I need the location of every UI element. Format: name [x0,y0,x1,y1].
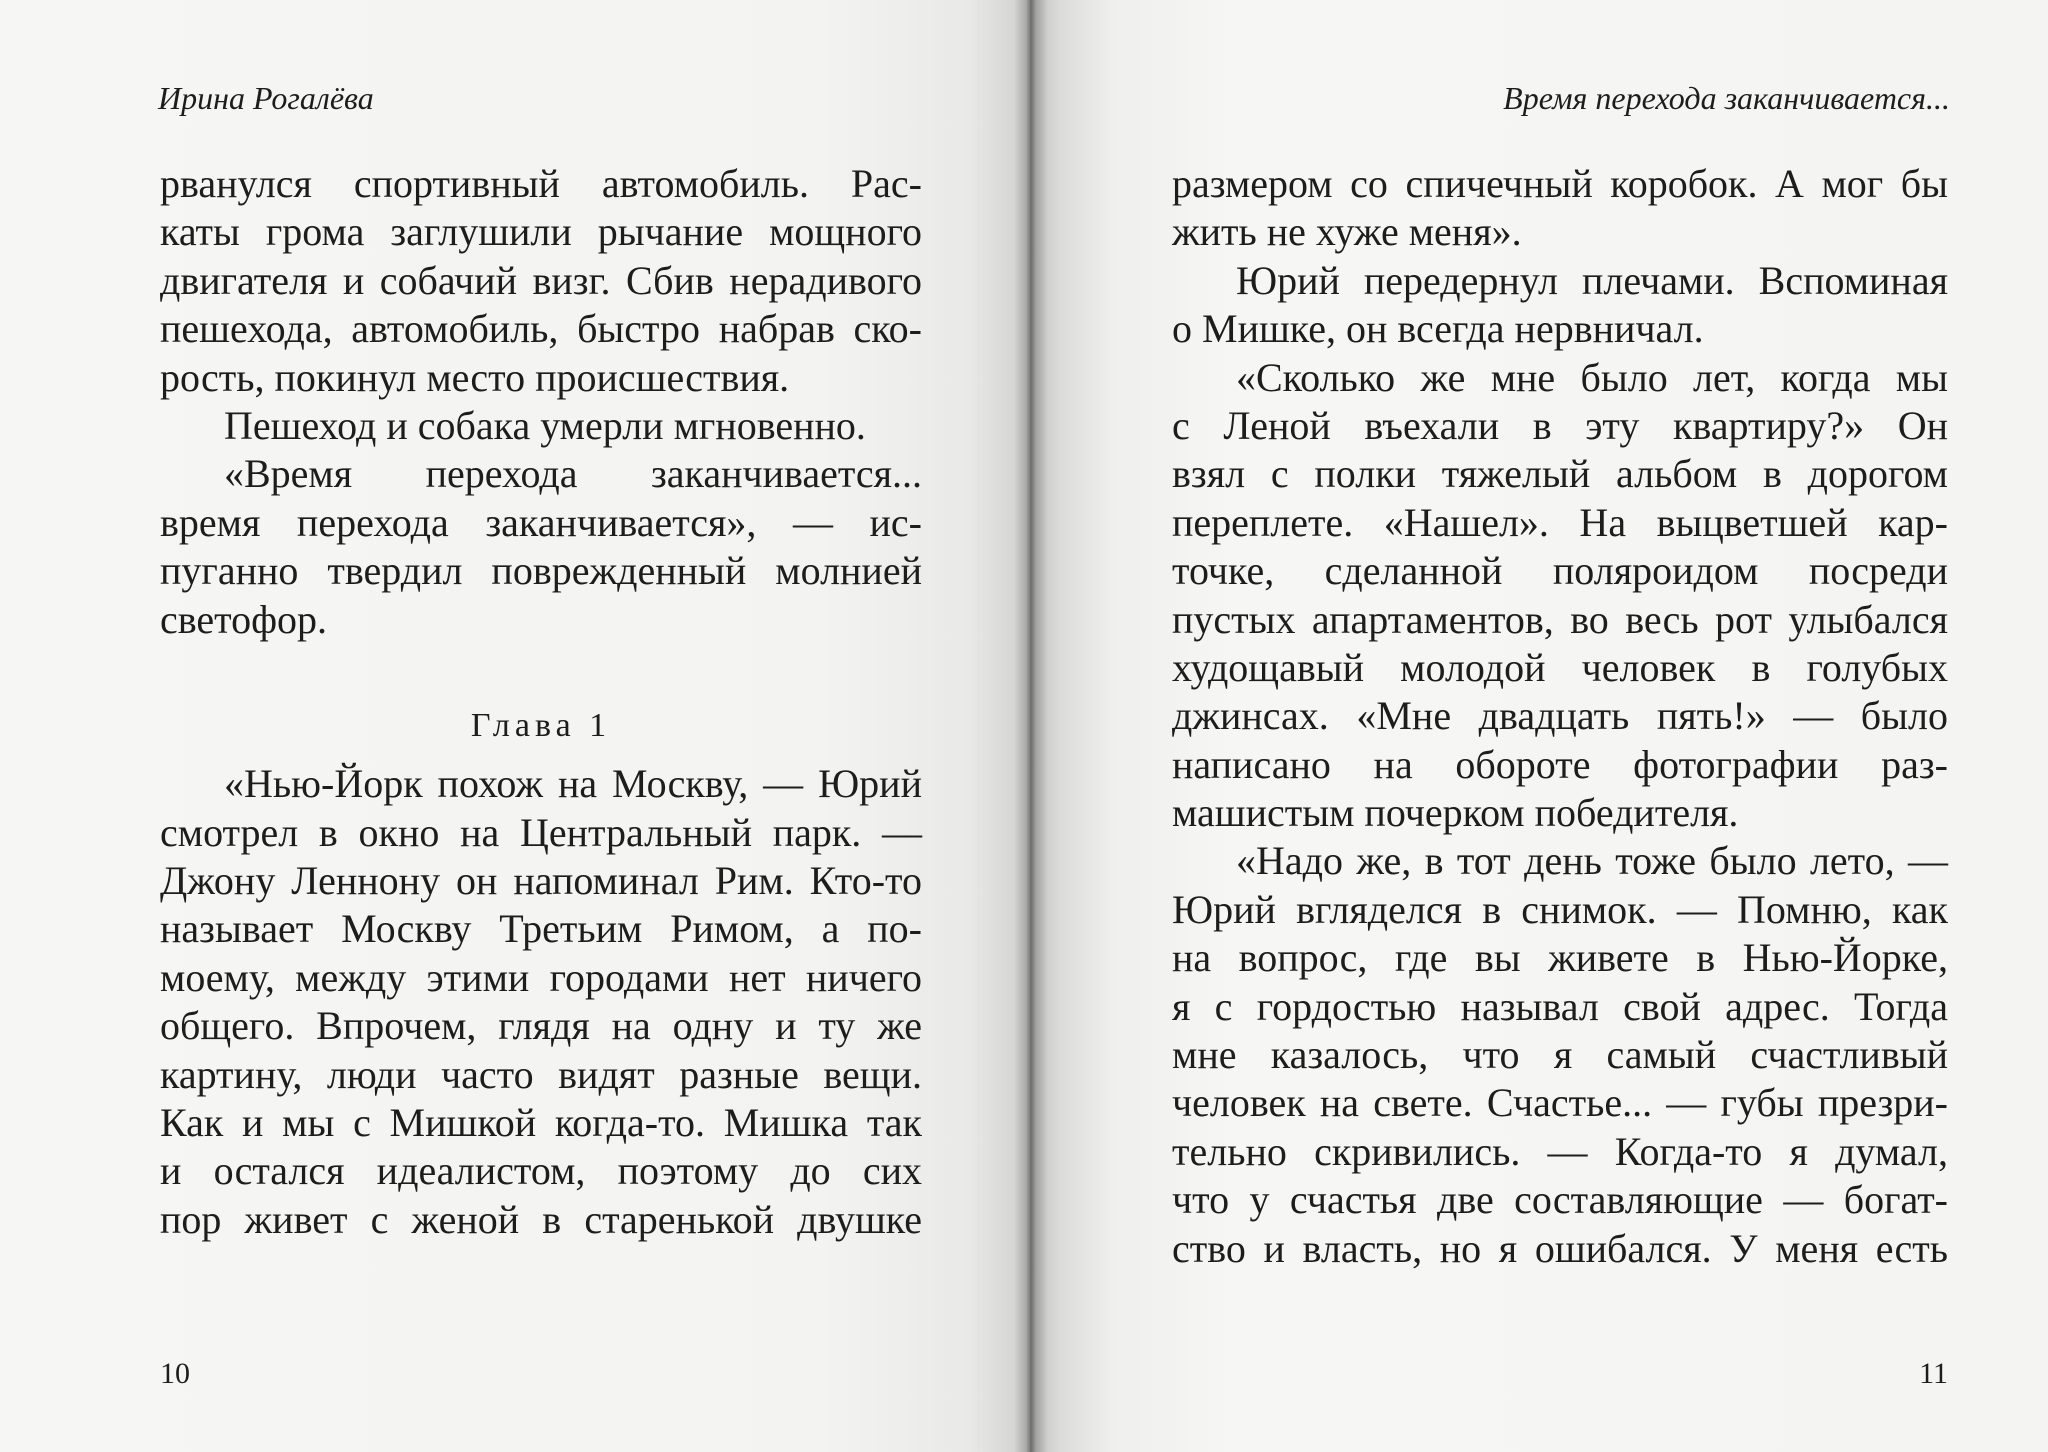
text-line: «Нью-Йорк похож на Москву, — Юрий [224,761,922,807]
text-line: картину, люди часто видят разные вещи. [160,1051,922,1097]
text-line: Юрий передернул плечами. Вспоминая [1236,257,1948,303]
text-line: смотрел в окно на Центральный парк. — [160,809,922,855]
text-line: тельно скривились. — Когда-то я думал, [1172,1128,1948,1174]
text-line: светофор. [160,596,328,642]
text-line: взял с полки тяжелый альбом в дорогом [1172,451,1948,497]
text-line: о Мишке, он всегда нервничал. [1172,306,1704,352]
text-line: жить не хуже меня». [1172,209,1522,255]
text-line: «Время перехода заканчивается... [224,451,922,497]
text-line: каты грома заглушили рычание мощного [160,209,922,255]
text-line: человек на свете. Счастье... — губы презри- [1172,1080,1948,1126]
text-line: машистым почерком победителя. [1172,790,1739,836]
text-line: размером со спичечный коробок. А мог бы [1172,161,1948,206]
text-line: рость, покинул место происшествия. [160,354,790,400]
text-line: Юрий вгляделся в снимок. — Помню, как [1172,886,1948,932]
book-gutter [1014,0,1048,1452]
left-page-number: 10 [160,1357,190,1390]
text-line: Пешеход и собака умерли мгновенно. [224,402,866,448]
text-line: называет Москву Третьим Римом, а по- [160,906,922,952]
text-line: написано на обороте фотографии раз- [1172,741,1948,787]
text-line: Как и мы с Мишкой когда-то. Мишка так [160,1100,922,1146]
chapter-heading: Глава 1 [470,706,612,744]
text-line: на вопрос, где вы живете в Нью-Йорке, [1172,935,1948,981]
text-line: общего. Впрочем, глядя на одну и ту же [160,1003,922,1049]
left-running-head: Ирина Рогалёва [158,80,374,116]
text-line: пустых апартаментов, во весь рот улыбался [1172,596,1948,642]
text-line: и остался идеалистом, поэтому до сих [160,1148,922,1194]
text-line: рванулся спортивный автомобиль. Рас- [160,161,922,206]
text-line: моему, между этими городами нет ничего [160,954,922,1000]
text-line: пор живет с женой в старенькой двушке [160,1196,922,1242]
text-line: ство и власть, но я ошибался. У меня есть [1172,1225,1948,1271]
text-line: переплете. «Нашел». На выцветшей кар- [1172,499,1948,545]
right-body-text [1172,160,1948,1273]
text-line: я с гордостью называл свой адрес. Тогда [1172,983,1948,1029]
left-body-text [160,160,922,1244]
right-running-head: Время перехода заканчивается... [1503,80,1950,116]
text-line: пуганно твердил поврежденный молнией [160,548,922,594]
text-line: худощавый молодой человек в голубых [1172,644,1948,690]
right-page [1030,0,2048,1452]
text-line: пешехода, автомобиль, быстро набрав ско- [160,306,922,352]
text-line: время перехода заканчивается», — ис- [160,499,922,545]
text-line: «Сколько же мне было лет, когда мы [1236,354,1948,400]
text-line: «Надо же, в тот день тоже было лето, — [1236,838,1948,884]
text-line: двигателя и собачий визг. Сбив нерадивого [160,257,922,303]
text-line: что у счастья две составляющие — богат- [1172,1177,1948,1223]
text-line: джинсах. «Мне двадцать пять!» — было [1172,693,1948,739]
text-line: точке, сделанной поляроидом посреди [1172,548,1948,594]
text-line: мне казалось, что я самый счастливый [1172,1032,1948,1078]
right-page-number: 11 [1919,1357,1948,1390]
text-line: с Леной въехали в эту квартиру?» Он [1172,402,1948,448]
text-line: Джону Леннону он напоминал Рим. Кто-то [160,858,922,904]
